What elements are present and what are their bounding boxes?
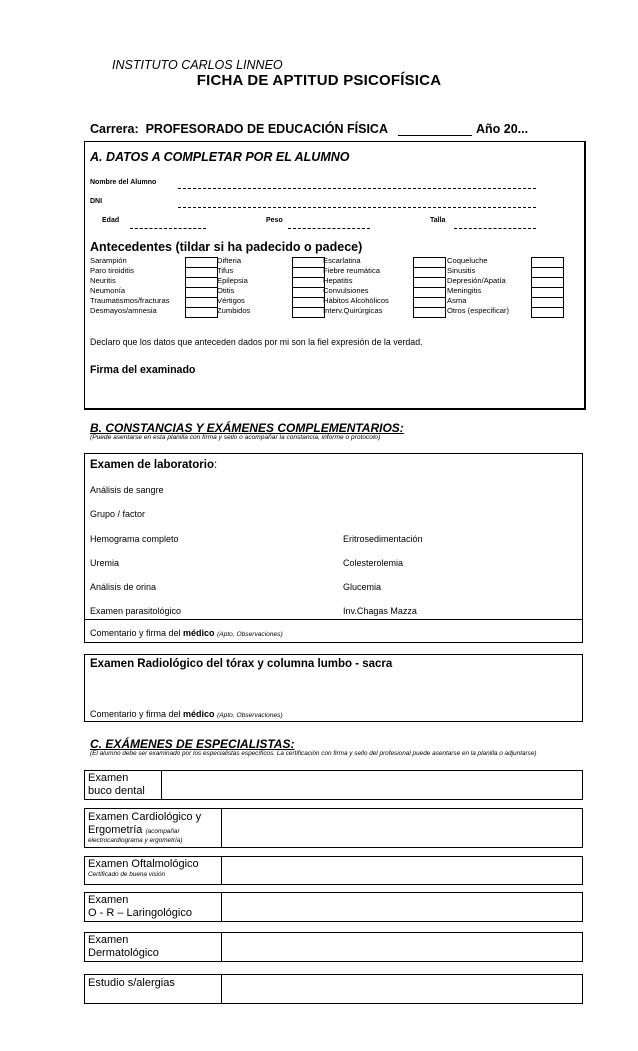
talla-label: Talla	[430, 217, 446, 224]
exam-label	[88, 858, 199, 879]
exam-line: Examen	[88, 772, 129, 784]
exam-line	[88, 824, 201, 837]
antecedente-item: Asma	[447, 296, 467, 305]
antecedente-item: Hepatitis	[323, 276, 353, 285]
lab-item: Eritrosedimentación	[343, 534, 423, 544]
exam-label	[88, 934, 159, 960]
exam-line: Examen Oftalmológico	[88, 858, 199, 870]
antecedente-item: Vértigos	[217, 296, 245, 305]
comment-prefix: Comentario y firma del	[90, 709, 184, 719]
radio-comment	[90, 709, 283, 719]
peso-field[interactable]	[288, 228, 370, 229]
declaro-text: Declaro que los datos que anteceden dados por mi son la fiel expresión de la verdad.	[90, 337, 423, 347]
antecedente-item: Traumatismos/fracturas	[90, 296, 170, 305]
edad-label: Edad	[102, 217, 120, 224]
section-b-title: B. CONSTANCIAS Y EXÁMENES COMPLEMENTARIOS:	[90, 421, 404, 435]
antecedente-item: Zumbidos	[217, 306, 251, 315]
dni-field[interactable]	[178, 207, 536, 208]
exam-note: (acompañar	[145, 828, 180, 835]
anio-label: Año 20...	[476, 122, 529, 136]
comment-note: (Apto, Observaciones)	[217, 712, 283, 719]
antecedente-item: Neuritis	[90, 276, 116, 285]
lab-item: Análisis de orina	[90, 582, 157, 592]
lab-item: Grupo / factor	[90, 509, 146, 519]
lab-title	[90, 459, 217, 471]
antecedente-item: Convulsiones	[323, 286, 369, 295]
antecedentes-title: Antecedentes (tildar si ha padecido o padece)	[90, 240, 363, 254]
antecedente-item: Fiebre reumática	[323, 266, 380, 275]
lab-comment	[90, 628, 283, 638]
carrera-underline	[398, 135, 472, 136]
lab-item: Hemograma completo	[90, 534, 179, 544]
exam-label	[88, 772, 145, 798]
antecedentes-col-2	[217, 256, 250, 316]
exam-label	[88, 977, 175, 990]
peso-label: Peso	[266, 217, 283, 224]
exam-line: Examen	[88, 934, 129, 946]
antecedente-item: Hábitos Alcohólicos	[323, 296, 389, 305]
lab-item: Colesterolemia	[343, 558, 404, 568]
carrera-line	[90, 122, 388, 136]
antecedentes-col-3	[323, 256, 389, 316]
lab-title-colon: :	[213, 459, 218, 471]
exam-line-text: Ergometría	[88, 824, 143, 836]
carrera-label: Carrera:	[90, 122, 139, 136]
section-c-subtitle: (El alumno debe ser examinado por los especialistas específicos. La certificación con firma y sello del profesional puede asentarse en la planilla o adjuntarse)	[90, 750, 537, 757]
antecedente-item: Otros (especificar)	[447, 306, 510, 315]
lab-item: Análisis de sangre	[90, 485, 164, 495]
exam-note: electrocardiograma y ergometría)	[88, 837, 183, 844]
antecedentes-col-1	[90, 256, 169, 316]
antecedente-item: Sarampión	[90, 256, 127, 265]
antecedente-checkbox[interactable]	[292, 307, 325, 318]
exam-line: Dermatológico	[88, 947, 159, 959]
antecedente-checkbox[interactable]	[413, 307, 446, 318]
comment-medico: médico	[183, 628, 215, 638]
antecedente-item: Meningitis	[447, 286, 482, 295]
comment-prefix: Comentario y firma del	[90, 628, 184, 638]
lab-title-text: Examen de laboratorio	[90, 459, 214, 471]
antecedente-checkbox[interactable]	[531, 307, 564, 318]
exam-label	[88, 894, 192, 920]
antecedente-item: Interv.Quirúrgicas	[323, 306, 383, 315]
antecedente-item: Escarlatina	[323, 256, 361, 265]
antecedente-item: Depresión/Apatía	[447, 276, 506, 285]
nombre-field[interactable]	[178, 188, 536, 189]
edad-field[interactable]	[130, 228, 206, 229]
talla-field[interactable]	[454, 228, 536, 229]
carrera-value: PROFESORADO DE EDUCACIÓN FÍSICA	[145, 122, 388, 136]
section-b-subtitle: (Puede asentarse en esta planilla con firma y sello o acompañar la constancia, informe o protocolo)	[90, 434, 381, 441]
antecedente-item: Neumonía	[90, 286, 126, 295]
exam-line: O - R – Laringológico	[88, 907, 192, 919]
antecedente-item: Epilepsia	[217, 276, 248, 285]
exam-line: Estudio s/alergias	[88, 977, 175, 989]
section-c-title: C. EXÁMENES DE ESPECIALISTAS:	[90, 737, 295, 751]
institute-name: INSTITUTO CARLOS LINNEO	[112, 58, 283, 72]
antecedente-checkbox[interactable]	[185, 307, 218, 318]
radio-title: Examen Radiológico del tórax y columna lumbo - sacra	[90, 658, 393, 670]
exam-line: Examen Cardiológico y	[88, 811, 202, 823]
lab-item: Uremia	[90, 558, 120, 568]
antecedente-item: Sinusitis	[447, 266, 476, 275]
exam-line: buco dental	[88, 785, 145, 797]
lab-item: Inv.Chagas Mazza	[343, 606, 417, 616]
antecedente-item: Coqueluche	[447, 256, 488, 265]
comment-medico: médico	[183, 709, 215, 719]
antecedentes-col-4	[447, 256, 509, 316]
page-title: FICHA DE APTITUD PSICOFÍSICA	[196, 72, 442, 89]
nombre-label: Nombre del Alumno	[90, 179, 157, 186]
dni-label: DNI	[90, 198, 103, 205]
firma-label: Firma del examinado	[90, 364, 196, 376]
antecedente-item: Tifus	[217, 266, 234, 275]
exam-label	[88, 811, 201, 845]
exam-line: Examen	[88, 894, 129, 906]
comment-note: (Apto, Observaciones)	[217, 631, 283, 638]
lab-divider	[84, 619, 583, 620]
antecedente-item: Paro tiroiditis	[90, 266, 134, 275]
lab-item: Glucemia	[343, 582, 382, 592]
antecedente-item: Difteria	[217, 256, 242, 265]
antecedente-item: Otitis	[217, 286, 235, 295]
section-a-title: A. DATOS A COMPLETAR POR EL ALUMNO	[90, 150, 350, 164]
exam-note: Certificado de buena visión	[88, 871, 166, 878]
lab-item: Examen parasitológico	[90, 606, 182, 616]
antecedente-item: Desmayos/amnesia	[90, 306, 157, 315]
